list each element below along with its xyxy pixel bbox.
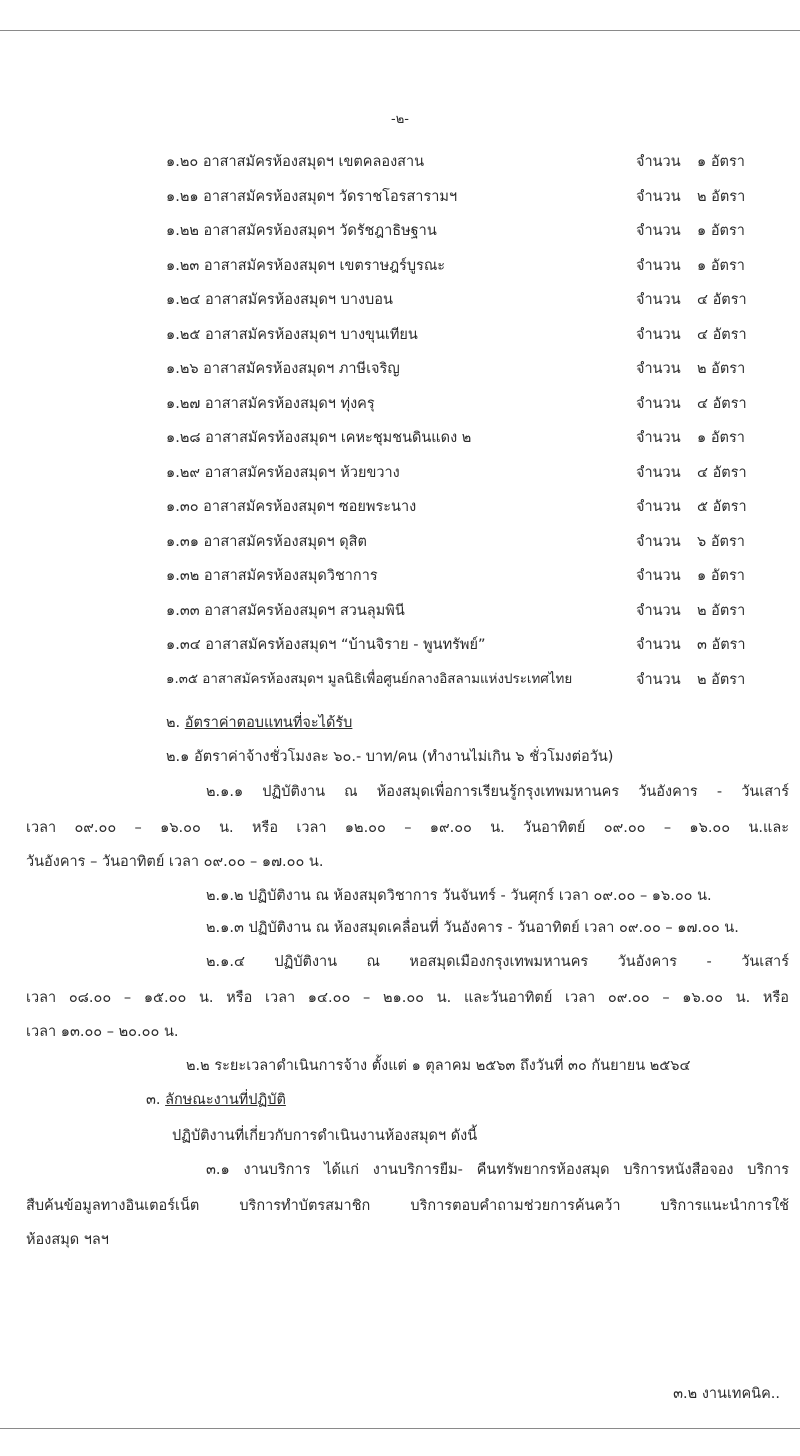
section-2-title: อัตราค่าตอบแทนที่จะได้รับ <box>184 715 353 731</box>
section-3-intro: ปฏิบัติงานที่เกี่ยวกับการดำเนินงานห้องสมุดฯ ดังนี้ <box>172 1128 478 1144</box>
employment-period: ๒.๒ ระยะเวลาดำเนินการจ้าง ตั้งแต่ ๑ ตุลาคม ๒๕๖๓ ถึงวันที่ ๓๐ กันยายน ๒๕๖๔ <box>186 1058 691 1074</box>
position-label: ๑.๒๔ อาสาสมัครห้องสมุดฯ บางบอน <box>166 292 393 308</box>
work-location-4-line-1: ๒.๑.๔ ปฏิบัติงาน ณ หอสมุดเมืองกรุงเทพมหานคร วันอังคาร - วันเสาร์ <box>206 954 789 970</box>
position-label: ๑.๒๙ อาสาสมัครห้องสมุดฯ ห้วยขวาง <box>166 464 400 481</box>
position-label: ๑.๓๓ อาสาสมัครห้องสมุดฯ สวนลุมพินี <box>166 602 405 619</box>
position-unit: จำนวน <box>636 257 681 274</box>
section-2-number: ๒. <box>166 715 181 731</box>
position-row <box>0 288 800 310</box>
position-row <box>0 564 800 586</box>
position-unit: จำนวน <box>636 671 681 688</box>
position-row <box>0 185 800 207</box>
position-quantity: ๑ อัตรา <box>697 430 745 446</box>
position-unit: จำนวน <box>636 499 681 515</box>
position-unit: จำนวน <box>636 292 681 308</box>
position-quantity: ๖ อัตรา <box>697 533 745 550</box>
position-row <box>0 461 800 483</box>
page-number: -๒- <box>391 112 409 127</box>
position-unit: จำนวน <box>636 188 681 205</box>
position-label: ๑.๒๒ อาสาสมัครห้องสมุดฯ วัดรัชฎาธิษฐาน <box>166 223 437 239</box>
position-row <box>0 357 800 379</box>
position-quantity: ๕ อัตรา <box>697 499 747 515</box>
bottom-border-line <box>0 1428 800 1429</box>
position-unit: จำนวน <box>636 223 681 239</box>
position-unit: จำนวน <box>636 464 681 481</box>
position-row <box>0 323 800 345</box>
position-label: ๑.๒๘ อาสาสมัครห้องสมุดฯ เคหะชุมชนดินแดง ๒ <box>166 430 472 446</box>
position-label: ๑.๓๐ อาสาสมัครห้องสมุดฯ ซอยพระนาง <box>166 499 417 515</box>
work-location-3: ๒.๑.๓ ปฏิบัติงาน ณ ห้องสมุดเคลื่อนที่ วันอังคาร - วันอาทิตย์ เวลา ๐๙.๐๐ – ๑๗.๐๐ น. <box>206 920 739 936</box>
position-quantity: ๔ อัตรา <box>697 326 747 343</box>
position-quantity: ๑ อัตรา <box>697 223 745 239</box>
position-quantity: ๑ อัตรา <box>697 257 745 274</box>
section-3-heading <box>146 1090 286 1110</box>
position-quantity: ๑ อัตรา <box>697 154 745 170</box>
service-work-line-3: ห้องสมุด ฯลฯ <box>26 1232 109 1248</box>
top-border-line <box>0 30 800 31</box>
work-location-2: ๒.๑.๒ ปฏิบัติงาน ณ ห้องสมุดวิชาการ วันจันทร์ - วันศุกร์ เวลา ๐๙.๐๐ – ๑๖.๐๐ น. <box>206 888 712 904</box>
work-location-1-line-1: ๒.๑.๑ ปฏิบัติงาน ณ ห้องสมุดเพื่อการเรียนรู้กรุงเทพมหานคร วันอังคาร - วันเสาร์ <box>206 784 789 800</box>
position-label: ๑.๓๒ อาสาสมัครห้องสมุดวิชาการ <box>166 568 378 584</box>
work-location-1-line-2: เวลา ๐๙.๐๐ – ๑๖.๐๐ น. หรือ เวลา ๑๒.๐๐ – ๑๙.๐๐ น. วันอาทิตย์ ๐๙.๐๐ – ๑๖.๐๐ น.และ <box>26 820 789 836</box>
position-quantity: ๒ อัตรา <box>697 602 746 619</box>
service-work-line-2: สืบค้นข้อมูลทางอินเตอร์เน็ต บริการทำบัตรสมาชิก บริการตอบคำถามช่วยการค้นคว้า บริการแนะนำการใช้ <box>26 1198 789 1214</box>
position-unit: จำนวน <box>636 154 681 170</box>
position-unit: จำนวน <box>636 533 681 550</box>
position-unit: จำนวน <box>636 430 681 446</box>
work-location-1-line-3: วันอังคาร – วันอาทิตย์ เวลา ๐๙.๐๐ – ๑๗.๐๐ น. <box>26 854 324 870</box>
position-label: ๑.๒๖ อาสาสมัครห้องสมุดฯ ภาษีเจริญ <box>166 361 400 377</box>
position-quantity: ๒ อัตรา <box>697 361 746 377</box>
position-row <box>0 495 800 517</box>
rate-line: ๒.๑ อัตราค่าจ้างชั่วโมงละ ๖๐.- บาท/คน (ทำงานไม่เกิน ๖ ชั่วโมงต่อวัน) <box>166 749 614 765</box>
position-unit: จำนวน <box>636 602 681 619</box>
position-unit: จำนวน <box>636 326 681 343</box>
position-quantity: ๔ อัตรา <box>697 395 747 412</box>
work-location-4-line-2: เวลา ๐๘.๐๐ – ๑๕.๐๐ น. หรือ เวลา ๑๔.๐๐ – ๒๑.๐๐ น. และวันอาทิตย์ เวลา ๐๙.๐๐ – ๑๖.๐๐ น. หรือ <box>26 990 789 1006</box>
position-row <box>0 530 800 552</box>
position-label: ๑.๒๗ อาสาสมัครห้องสมุดฯ ทุ่งครุ <box>166 395 375 412</box>
position-row <box>0 599 800 621</box>
position-row <box>0 219 800 241</box>
position-quantity: ๑ อัตรา <box>697 568 745 584</box>
position-quantity: ๒ อัตรา <box>697 671 746 688</box>
position-quantity: ๒ อัตรา <box>697 188 746 205</box>
position-unit: จำนวน <box>636 568 681 584</box>
section-2-heading <box>166 713 352 733</box>
next-page-continuation: ๓.๒ งานเทคนิค.. <box>673 1386 780 1402</box>
position-row <box>0 426 800 448</box>
position-label: ๑.๓๔ อาสาสมัครห้องสมุดฯ “บ้านจิราย - พูนทรัพย์” <box>166 637 486 653</box>
service-work-line-1: ๓.๑ งานบริการ ได้แก่ งานบริการยืม- คืนทรัพยากรห้องสมุด บริการหนังสือจอง บริการ <box>206 1162 789 1178</box>
position-row <box>0 392 800 414</box>
position-unit: จำนวน <box>636 637 681 653</box>
position-label: ๑.๒๓ อาสาสมัครห้องสมุดฯ เขตราษฎร์บูรณะ <box>166 257 446 274</box>
position-row <box>0 633 800 655</box>
position-row <box>0 254 800 276</box>
position-unit: จำนวน <box>636 395 681 412</box>
position-unit: จำนวน <box>636 361 681 377</box>
section-3-title: ลักษณะงานที่ปฏิบัติ <box>165 1092 286 1108</box>
work-location-4-line-3: เวลา ๑๓.๐๐ – ๒๐.๐๐ น. <box>26 1024 179 1040</box>
position-row <box>0 150 800 172</box>
section-3-number: ๓. <box>146 1092 161 1108</box>
position-quantity: ๓ อัตรา <box>697 637 746 653</box>
position-quantity: ๔ อัตรา <box>697 464 747 481</box>
position-row <box>0 668 800 690</box>
position-quantity: ๔ อัตรา <box>697 292 747 308</box>
position-label: ๑.๓๑ อาสาสมัครห้องสมุดฯ ดุสิต <box>166 533 367 550</box>
position-label: ๑.๒๐ อาสาสมัครห้องสมุดฯ เขตคลองสาน <box>166 154 425 170</box>
position-label: ๑.๒๕ อาสาสมัครห้องสมุดฯ บางขุนเทียน <box>166 326 418 343</box>
position-label: ๑.๓๕ อาสาสมัครห้องสมุดฯ มูลนิธิเพื่อศูนย์กลางอิสลามแห่งประเทศไทย <box>166 671 573 687</box>
position-label: ๑.๒๑ อาสาสมัครห้องสมุดฯ วัดราชโอรสารามฯ <box>166 188 458 205</box>
